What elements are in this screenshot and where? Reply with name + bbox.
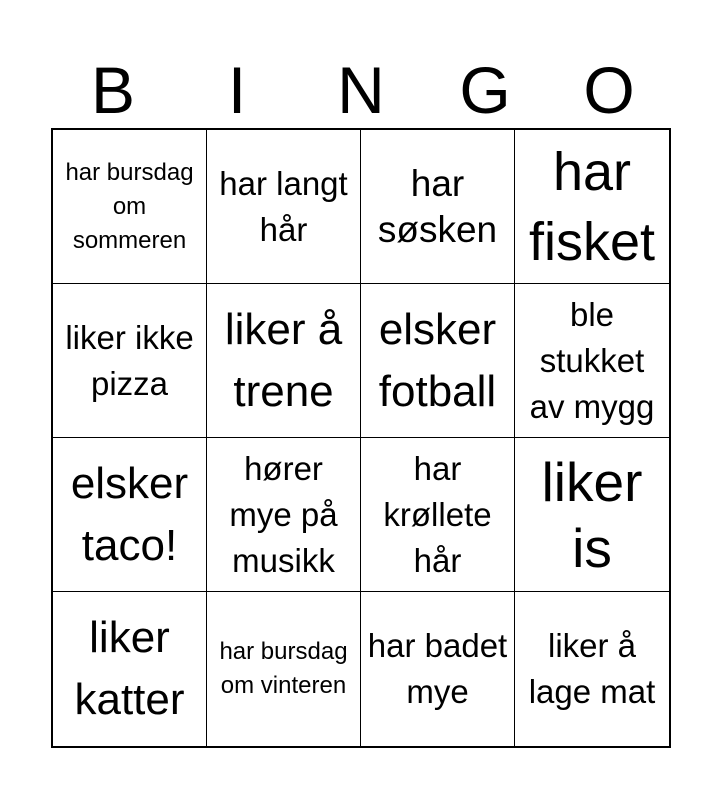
bingo-cell-text: har badet mye [367,627,508,710]
bingo-cell[interactable] [53,438,207,592]
bingo-cell-text: hører mye på musikk [229,449,338,579]
bingo-cell-text: elsker fotball [378,304,497,416]
bingo-cell[interactable] [53,284,207,438]
header-letter-b: B [90,53,136,127]
bingo-cell-text: liker å trene [224,304,343,416]
bingo-cell-text: elsker taco! [70,458,189,570]
bingo-board [51,128,671,748]
bingo-cell[interactable] [207,284,361,438]
bingo-cell-text: liker ikke pizza [65,318,194,402]
bingo-cell-text: liker is [541,450,643,579]
bingo-cell-text: har bursdag om sommeren [65,158,194,254]
bingo-cell[interactable] [207,592,361,746]
bingo-cell-text: har krøllete hår [383,449,492,579]
bingo-cell[interactable] [515,130,669,284]
bingo-cell[interactable] [361,284,515,438]
bingo-cell-text: ble stukket av mygg [529,295,655,425]
header-letter-g: G [459,53,511,127]
bingo-cell[interactable] [361,130,515,284]
bingo-cell[interactable] [515,284,669,438]
bingo-cell-text: liker katter [74,613,185,724]
bingo-cell[interactable] [515,438,669,592]
bingo-cell[interactable] [207,438,361,592]
bingo-cell-text: liker å lage mat [528,627,656,710]
header-letter-n: N [337,53,385,127]
header-letter-o: O [583,53,635,127]
bingo-cell[interactable] [207,130,361,284]
bingo-cell[interactable] [361,438,515,592]
bingo-cell[interactable] [361,592,515,746]
bingo-cell-text: har bursdag om vinteren [219,638,348,699]
bingo-header [51,52,671,128]
bingo-cell-text: har langt hår [219,164,348,248]
bingo-cell[interactable] [53,592,207,746]
bingo-cell[interactable] [53,130,207,284]
header-letter-i: I [227,53,247,127]
bingo-cell-text: har fisket [528,141,656,272]
bingo-cell-text: har søsken [377,162,498,250]
bingo-cell[interactable] [515,592,669,746]
